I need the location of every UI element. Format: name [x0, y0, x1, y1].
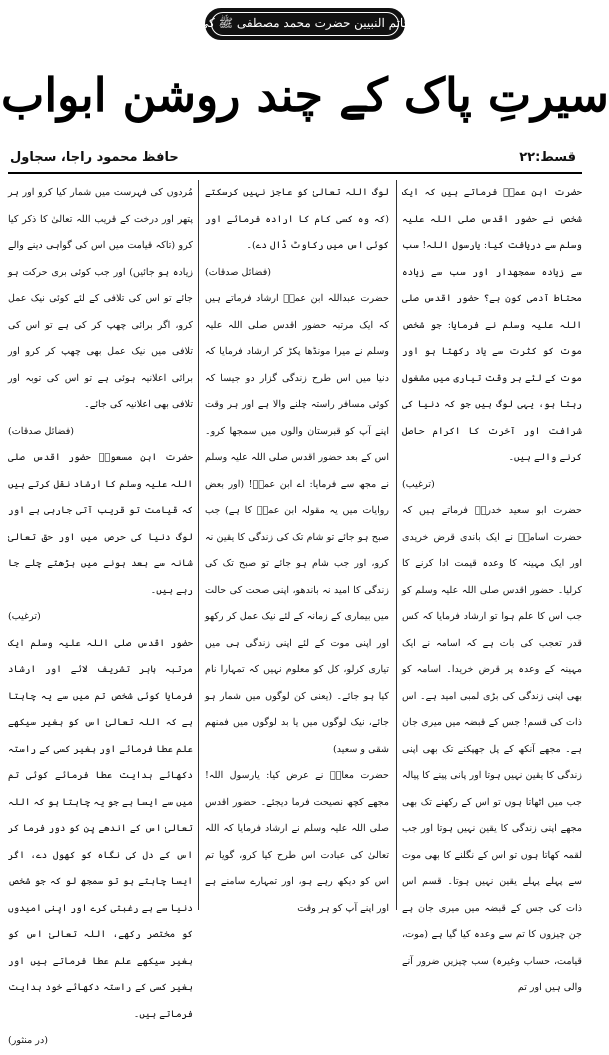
author-byline: حافظ محمود راجا، سجاول — [10, 150, 179, 165]
source-citation: (فضائل صدقات) — [8, 425, 75, 437]
column-divider — [396, 180, 397, 910]
source-citation: (ترغیب) — [402, 478, 435, 490]
article-column-left — [8, 180, 193, 1046]
paragraph: حضرت عبداللہ ابن عمرؓ ارشاد فرماتے ہیں کہ ایک مرتبہ حضور اقدس صلی اللہ علیہ وسلم نے میرا مونڈھا پکڑ کر ارشاد فرمایا کہ دنیا میں اس طرح زندگی گزار دو جیسا کہ کوئی مسافر راستہ چلنے والا ہے اور ہر وقت اپنے آپ کو قبرستان والوں میں سمجھا کرو۔ اس کے بعد حضور اقدس صلی اللہ علیہ وسلم نے مجھ سے فرمایا: اے ابن عمرؓ! (اور بعض روایات میں یہ مقولہ ابن عمرؓ کا ہے) جب صبح ہو جائے تو شام تک کی زندگی کا یقین نہ کرو، اور جب شام ہو جائے تو صبح تک کی زندگی کا امید نہ باندھو، اپنی صحت کی حالت میں بیماری کے زمانہ کے لئے نیک عمل کر رکھو اور اپنی موت کے لئے اپنی زندگی ہی میں تیاری کرلو، کل کو معلوم نہیں کہ تمہارا نام کیا ہو جائے۔ (یعنی کن لوگوں میں شمار ہو جائے، نیک لوگوں میں یا بد لوگوں میں فمنھم شقی و سعید) — [205, 293, 389, 755]
header-rule — [8, 172, 582, 174]
source-citation: (فضائل صدقات) — [205, 266, 272, 278]
article-column-right — [402, 180, 582, 993]
series-banner — [198, 8, 411, 40]
paragraph: حضرت ابن عمرؓ فرماتے ہیں کہ ایک شخص نے حضور اقدس صلی اللہ علیہ وسلم سے دریافت کیا: یارسول اللہ! سب سے زیادہ سمجھدار اور سب سے زیادہ محتاط آدمی کون ہے؟ حضور اقدس صلی اللہ علیہ وسلم نے فرمایا: جو شخص موت کو کثرت سے یاد رکھتا ہو اور موت کے لئے ہر وقت تیاری میں مشغول رہتا ہو، یہی لوگ ہیں جو کہ دنیا کی شرافت اور آخرت کا اکرام حاصل کرنے والے ہیں۔ — [402, 187, 582, 463]
paragraph: حضرت ابو سعید خدریؓ فرماتے ہیں کہ حضرت اسامہؓ نے ایک باندی قرض خریدی اور ایک مہینہ کا وعدہ قیمت ادا کرنے کا کرلیا۔ حضور اقدس صلی اللہ علیہ وسلم کو جب اس کا علم ہوا تو ارشاد فرمایا کہ کس قدر تعجب کی بات ہے کہ اسامہ نے ایک مہینہ کے وعدہ پر قرض خریدا۔ اسامہ کو بھی اپنی زندگی کی بڑی لمبی امید ہے۔ اس ذات کی قسم! جس کے قبضہ میں میری جان ہے۔ مجھے آنکھ کے پل جھپکنے تک بھی اپنی زندگی کا یقین نہیں ہوتا اور پانی پینے کا پیالہ جب میں اٹھاتا ہوں تو اس کے رکھنے تک بھی مجھے اپنی زندگی کا یقین نہیں ہوتا اور جب لقمہ کھاتا ہوں تو اس کے نگلنے کا بھی موت سے پہلے پہلے یقین نہیں ہوتا۔ قسم اس ذات کی جس کے قبضہ میں میری جان ہے جن چیزوں کا تم سے وعدہ کیا گیا ہے (موت، قیامت، حساب وغیرہ) سب چیزیں ضرور آنے والی ہیں اور تم — [402, 505, 582, 993]
paragraph: لوگ اللہ تعالیٰ کو عاجز نہیں کرسکتے (کہ وہ کسی کام کا ارادہ فرمائے اور کوئی اس میں رکاوٹ ڈال دے)۔ — [205, 187, 389, 251]
series-banner-text: خاتم النبیین حضرت محمد مصطفی ﷺ کی — [211, 12, 399, 36]
episode-number: قسط:۲۲ — [519, 150, 576, 165]
source-citation: (در منثور) — [8, 1035, 48, 1046]
paragraph: حضرت ابن مسعودؓ حضور اقدس صلی اللہ علیہ وسلم کا ارشاد نقل کرتے ہیں کہ قیامت تو قریب آتی جارہی ہے اور لوگ دنیا کی حرص میں اور حق تعالیٰ شانہ سے بعد ہونے میں بڑھتے چلے جا رہے ہیں۔ — [8, 452, 193, 596]
paragraph: حضرت معاذؓ نے عرض کیا: یارسول اللہ! مجھے کچھ نصیحت فرما دیجئے۔ حضور اقدس صلی اللہ علیہ وسلم نے ارشاد فرمایا کہ اللہ تعالیٰ کی عبادت اس طرح کیا کرو، گویا تم اس کو دیکھ رہے ہو، اور تمہارے سامنے ہے اور اپنے آپ کو ہر وقت — [205, 770, 389, 914]
source-citation: (ترغیب) — [8, 611, 41, 622]
article-title: سیرتِ پاک کے چند روشن ابواب — [1, 68, 609, 122]
paragraph: مُردوں کی فہرست میں شمار کیا کرو اور ہر پتھر اور درخت کے قریب اللہ تعالیٰ کا ذکر کیا کرو (تاکہ قیامت میں اس کی گواہی دینے والے زیادہ ہو جائیں) اور جب کوئی بری حرکت ہو جائے تو اس کی تلافی کے لئے کوئی نیک عمل کرو، اگر برائی چھپ کر کی ہے تو اس کی تلافی میں نیک عمل بھی چھپ کر کرو اور برائی اعلانیہ ہوئی ہے تو اس کی توبہ اور تلافی بھی اعلانیہ کی جائے۔ — [8, 187, 193, 410]
paragraph: حضور اقدس صلی اللہ علیہ وسلم ایک مرتبہ باہر تشریف لائے اور ارشاد فرمایا کوئی شخص تم میں سے یہ چاہتا ہے کہ اللہ تعالیٰ اس کو بغیر سیکھے علم عطا فرمائے اور بغیر کسی کے راستہ دکھائے ہدایت عطا فرمائے کوئی تم میں سے ایسا ہے جو یہ چاہتا ہو کہ اللہ تعالیٰ اس کے اندھے پن کو دور فرما کر اس کے دل کی نگاہ کو کھول دے، اگر ایسا چاہتے ہو تو سمجھ لو کہ جو شخص دنیا سے بے رغبتی کرے اور اپنی امیدوں کو مختصر رکھے، اللہ تعالیٰ اس کو بغیر سیکھے علم عطا فرماتے ہیں اور بغیر کسی کے راستہ دکھائے خود ہدایت فرماتے ہیں۔ — [8, 637, 193, 1020]
column-divider — [198, 180, 199, 910]
article-column-middle — [205, 180, 389, 912]
